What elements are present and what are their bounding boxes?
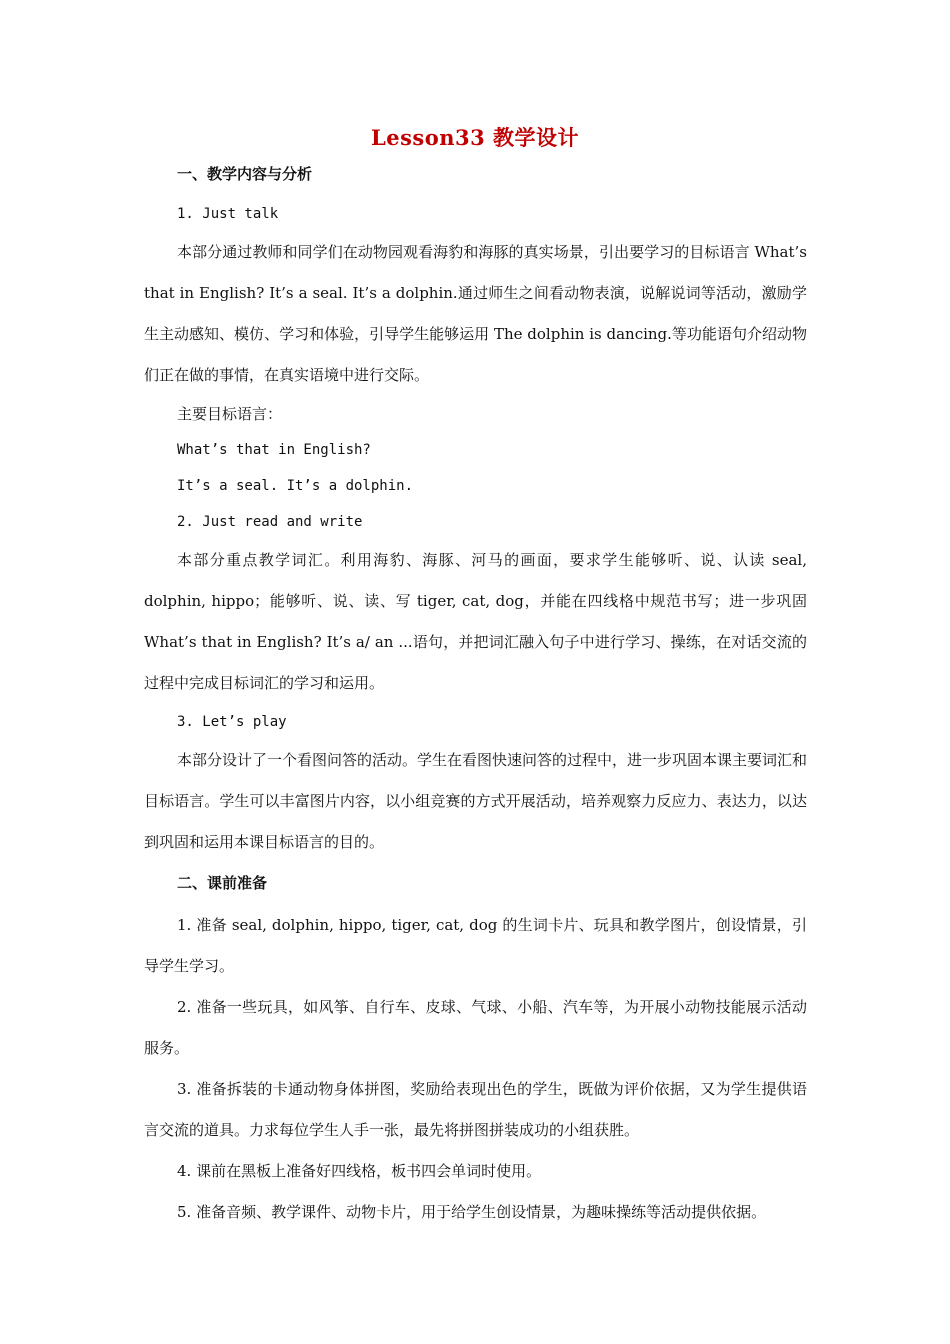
target-language-line: It’s a seal. It’s a dolphin. bbox=[177, 478, 414, 494]
page-title: Lesson33 教学设计 bbox=[370, 125, 580, 150]
part-label-lets-play: 3. Let’s play bbox=[177, 714, 287, 730]
paragraph-lets-play: 本部分设计了一个看图问答的活动。学生在看图快速问答的过程中，进一步巩固本课主要词汇和目标语言。学生可以丰富图片内容，以小组竞赛的方式开展活动，培养观察力反应力、表达力，以达到巩固和运用本课目标语言的目的。 bbox=[144, 751, 808, 851]
section-heading-content-analysis: 一、教学内容与分析 bbox=[177, 165, 313, 183]
target-language-line: What’s that in English? bbox=[177, 442, 371, 458]
part-label-just-talk: 1. Just talk bbox=[177, 206, 279, 222]
preparation-item: 2. 准备一些玩具，如风筝、自行车、皮球、气球、小船、汽车等，为开展小动物技能展示活动服务。 bbox=[144, 998, 807, 1057]
preparation-item: 3. 准备拆装的卡通动物身体拼图，奖励给表现出色的学生，既做为评价依据，又为学生提供语言交流的道具。力求每位学生人手一张，最先将拼图拼装成功的小组获胜。 bbox=[144, 1080, 807, 1139]
preparation-item: 1. 准备 seal, dolphin, hippo, tiger, cat, dog 的生词卡片、玩具和教学图片，创设情景，引导学生学习。 bbox=[144, 916, 807, 975]
target-language-label: 主要目标语言： bbox=[177, 405, 283, 423]
paragraph-just-talk: 本部分通过教师和同学们在动物园观看海豹和海豚的真实场景，引出要学习的目标语言 What’s that in English? It’s a seal. It’s a dolphin.通过师生之间看动物表演，说解说词等活动，激励学生主动感知、模仿、学习和体验，引导学生能够运用 The dolphin is dancing.等功能语句介绍动物们正在做的事情，在真实语境中进行交际。 bbox=[144, 243, 807, 384]
part-label-read-write: 2. Just read and write bbox=[177, 514, 363, 530]
section-heading-preparation: 二、课前准备 bbox=[177, 874, 268, 892]
preparation-item: 4. 课前在黑板上准备好四线格，板书四会单词时使用。 bbox=[177, 1162, 542, 1180]
paragraph-read-write: 本部分重点教学词汇。利用海豹、海豚、河马的画面，要求学生能够听、说、认读 seal, dolphin, hippo；能够听、说、读、写 tiger, cat, dog，并能在四线格中规范书写；进一步巩固 What’s that in English? It’s a/ an ...语句，并把词汇融入句子中进行学习、操练，在对话交流的过程中完成目标词汇的学习和运用。 bbox=[144, 551, 807, 692]
document-body bbox=[144, 160, 807, 1233]
preparation-item: 5. 准备音频、教学课件、动物卡片，用于给学生创设情景，为趣味操练等活动提供依据。 bbox=[177, 1203, 767, 1221]
